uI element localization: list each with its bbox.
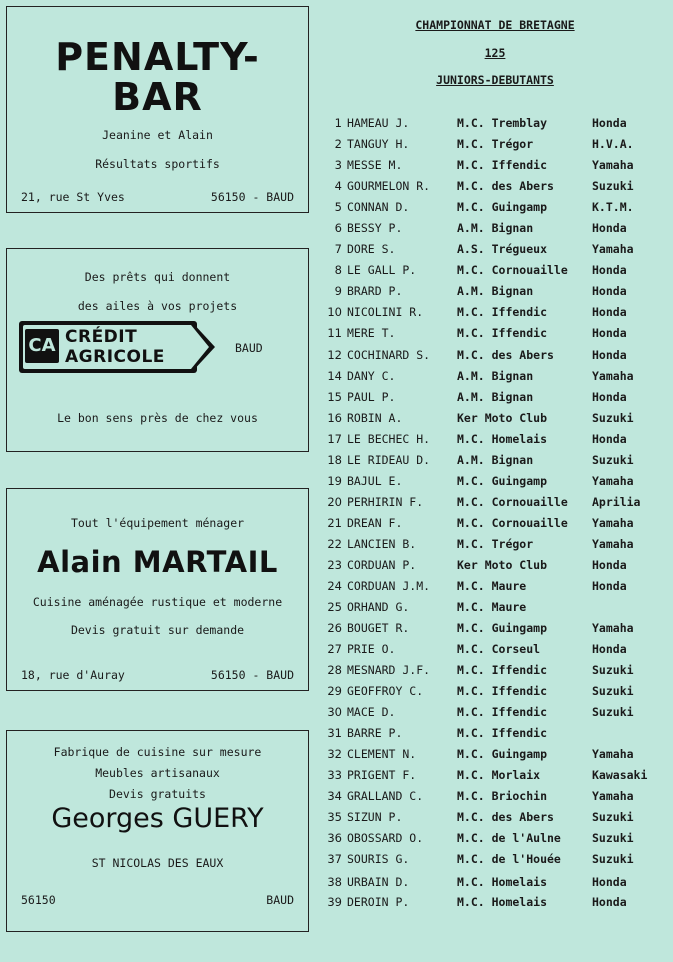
rider-name-cell: LANCIEN B.	[347, 537, 417, 551]
position-cell: 14	[327, 369, 342, 383]
rider-name-cell: BOUGET R.	[347, 621, 410, 635]
bike-cell: Suzuki	[592, 663, 634, 677]
rider-name-cell: COCHINARD S.	[347, 348, 431, 362]
table-row	[322, 579, 672, 599]
position-cell: 31	[327, 726, 342, 740]
rider-name-cell: CLEMENT N.	[347, 747, 417, 761]
ad-penalty-postcode: 56150 - BAUD	[210, 190, 294, 204]
bike-cell: Honda	[592, 579, 627, 593]
ad-credit-city: BAUD	[235, 341, 263, 355]
ad-penalty-owners: Jeanine et Alain	[102, 128, 213, 142]
position-cell: 24	[327, 579, 342, 593]
rider-name-cell: MACE D.	[347, 705, 396, 719]
table-row	[322, 390, 672, 410]
bike-cell: H.V.A.	[592, 137, 634, 151]
rider-name-cell: BESSY P.	[347, 221, 403, 235]
position-cell: 6	[334, 221, 342, 235]
position-cell: 3	[334, 158, 342, 172]
rider-name-cell: MESSE M.	[347, 158, 403, 172]
club-cell: M.C. Guingamp	[457, 621, 548, 635]
rider-name-cell: LE RIDEAU D.	[347, 453, 431, 467]
table-row	[322, 137, 672, 157]
position-cell: 21	[327, 516, 342, 530]
rider-name-cell: GOURMELON R.	[347, 179, 431, 193]
bike-cell: Yamaha	[592, 621, 634, 635]
ad-guery-line3: Devis gratuits	[109, 787, 206, 801]
table-row	[322, 432, 672, 452]
club-cell: A.M. Bignan	[457, 221, 534, 235]
ad-guery-postcode: 56150	[21, 893, 56, 907]
club-cell: M.C. Maure	[457, 579, 527, 593]
bike-cell: Yamaha	[592, 242, 634, 256]
bike-cell: Yamaha	[592, 158, 634, 172]
ad-credit-agricole	[6, 248, 309, 452]
club-cell: M.C. Tremblay	[457, 116, 548, 130]
club-cell: M.C. Guingamp	[457, 747, 548, 761]
position-cell: 1	[334, 116, 342, 130]
rider-name-cell: PRIE O.	[347, 642, 396, 656]
position-cell: 25	[327, 600, 342, 614]
ad-martail-line1: Tout l'équipement ménager	[70, 516, 245, 530]
bike-cell: Honda	[592, 432, 627, 446]
club-cell: A.M. Bignan	[457, 390, 534, 404]
bike-cell: Suzuki	[592, 831, 634, 845]
ad-guery	[6, 730, 309, 932]
position-cell: 20	[327, 495, 342, 509]
club-cell: M.C. Cornouaille	[457, 495, 568, 509]
results-category: JUNIORS-DEBUTANTS	[436, 73, 554, 87]
club-cell: M.C. Iffendic	[457, 158, 548, 172]
rider-name-cell: GEOFFROY C.	[347, 684, 424, 698]
table-row	[322, 558, 672, 578]
table-row	[322, 516, 672, 536]
position-cell: 16	[327, 411, 342, 425]
position-cell: 32	[327, 747, 342, 761]
club-cell: M.C. Iffendic	[457, 684, 548, 698]
club-cell: M.C. Cornouaille	[457, 516, 568, 530]
table-row	[322, 747, 672, 767]
rider-name-cell: MERE T.	[347, 326, 396, 340]
position-cell: 11	[327, 326, 342, 340]
rider-name-cell: LE BECHEC H.	[347, 432, 431, 446]
club-cell: Ker Moto Club	[457, 411, 548, 425]
club-cell: M.C. Cornouaille	[457, 263, 568, 277]
rider-name-cell: PERHIRIN F.	[347, 495, 424, 509]
bike-cell: Kawasaki	[592, 768, 648, 782]
club-cell: Ker Moto Club	[457, 558, 548, 572]
club-cell: A.S. Trégueux	[457, 242, 548, 256]
rider-name-cell: BAJUL E.	[347, 474, 403, 488]
table-row	[322, 852, 672, 872]
rider-name-cell: CORDUAN P.	[347, 558, 417, 572]
table-row	[322, 621, 672, 641]
table-row	[322, 221, 672, 241]
rider-name-cell: GRALLAND C.	[347, 789, 424, 803]
table-row	[322, 179, 672, 199]
bike-cell: Honda	[592, 348, 627, 362]
table-row	[322, 116, 672, 136]
position-cell: 28	[327, 663, 342, 677]
position-cell: 23	[327, 558, 342, 572]
ad-martail	[6, 488, 309, 691]
ad-penalty-bar	[6, 6, 309, 213]
bike-cell: Suzuki	[592, 852, 634, 866]
rider-name-cell: BRARD P.	[347, 284, 403, 298]
table-row	[322, 263, 672, 283]
bike-cell: Honda	[592, 326, 627, 340]
bike-cell: Yamaha	[592, 474, 634, 488]
position-cell: 22	[327, 537, 342, 551]
position-cell: 17	[327, 432, 342, 446]
ad-penalty-title-line2: BAR	[112, 75, 203, 119]
table-row	[322, 663, 672, 683]
club-cell: M.C. de l'Houée	[457, 852, 561, 866]
ad-guery-line2: Meubles artisanaux	[95, 766, 220, 780]
table-row	[322, 831, 672, 851]
club-cell: M.C. de l'Aulne	[457, 831, 561, 845]
table-row	[322, 726, 672, 746]
bike-cell: Suzuki	[592, 411, 634, 425]
bike-cell: Suzuki	[592, 810, 634, 824]
bike-cell: Aprilia	[592, 495, 641, 509]
bike-cell: Honda	[592, 221, 627, 235]
table-row	[322, 642, 672, 662]
bike-cell: Suzuki	[592, 179, 634, 193]
rider-name-cell: DEROIN P.	[347, 895, 410, 909]
club-cell: M.C. Homelais	[457, 875, 548, 889]
ad-martail-address: 18, rue d'Auray	[21, 668, 125, 682]
table-row	[322, 411, 672, 431]
club-cell: M.C. Briochin	[457, 789, 548, 803]
position-cell: 4	[334, 179, 342, 193]
ad-martail-postcode: 56150 - BAUD	[210, 668, 294, 682]
ad-credit-line2: des ailes à vos projets	[77, 299, 238, 313]
club-cell: M.C. Iffendic	[457, 726, 548, 740]
table-row	[322, 200, 672, 220]
position-cell: 2	[334, 137, 342, 151]
rider-name-cell: SIZUN P.	[347, 810, 403, 824]
position-cell: 27	[327, 642, 342, 656]
club-cell: M.C. des Abers	[457, 348, 554, 362]
position-cell: 10	[327, 305, 342, 319]
club-cell: M.C. Homelais	[457, 432, 548, 446]
club-cell: M.C. Homelais	[457, 895, 548, 909]
bike-cell: Yamaha	[592, 789, 634, 803]
position-cell: 9	[334, 284, 342, 298]
club-cell: M.C. Guingamp	[457, 474, 548, 488]
table-row	[322, 242, 672, 262]
position-cell: 18	[327, 453, 342, 467]
position-cell: 19	[327, 474, 342, 488]
rider-name-cell: CONNAN D.	[347, 200, 410, 214]
rider-name-cell: TANGUY H.	[347, 137, 410, 151]
table-row	[322, 789, 672, 809]
rider-name-cell: NICOLINI R.	[347, 305, 424, 319]
bike-cell: Honda	[592, 875, 627, 889]
position-cell: 33	[327, 768, 342, 782]
rider-name-cell: PAUL P.	[347, 390, 396, 404]
club-cell: A.M. Bignan	[457, 369, 534, 383]
club-cell: M.C. Iffendic	[457, 663, 548, 677]
rider-name-cell: DORE S.	[347, 242, 396, 256]
table-row	[322, 453, 672, 473]
club-cell: M.C. des Abers	[457, 179, 554, 193]
club-cell: M.C. Corseul	[457, 642, 541, 656]
table-row	[322, 537, 672, 557]
bike-cell: Honda	[592, 263, 627, 277]
club-cell: M.C. Maure	[457, 600, 527, 614]
club-cell: M.C. Trégor	[457, 537, 534, 551]
table-row	[322, 705, 672, 725]
rider-name-cell: PRIGENT F.	[347, 768, 417, 782]
ad-penalty-address: 21, rue St Yves	[21, 190, 125, 204]
logo-text-line1: CRÉDIT	[65, 327, 138, 347]
ad-martail-line2: Cuisine aménagée rustique et moderne	[32, 595, 283, 609]
position-cell: 5	[334, 200, 342, 214]
ad-credit-slogan: Le bon sens près de chez vous	[57, 411, 258, 425]
ad-martail-line3: Devis gratuit sur demande	[70, 623, 245, 637]
table-row	[322, 326, 672, 346]
ad-guery-city-full: ST NICOLAS DES EAUX	[91, 856, 224, 870]
club-cell: M.C. Morlaix	[457, 768, 541, 782]
rider-name-cell: DANY C.	[347, 369, 396, 383]
bike-cell: Honda	[592, 558, 627, 572]
position-cell: 39	[327, 895, 342, 909]
position-cell: 36	[327, 831, 342, 845]
bike-cell: Suzuki	[592, 684, 634, 698]
position-cell: 7	[334, 242, 342, 256]
position-cell: 29	[327, 684, 342, 698]
bike-cell: Yamaha	[592, 516, 634, 530]
rider-name-cell: LE GALL P.	[347, 263, 417, 277]
rider-name-cell: CORDUAN J.M.	[347, 579, 431, 593]
ad-martail-name: Alain MARTAIL	[37, 545, 278, 579]
ad-guery-line1: Fabrique de cuisine sur mesure	[53, 745, 262, 759]
bike-cell: Honda	[592, 305, 627, 319]
bike-cell: K.T.M.	[592, 200, 634, 214]
position-cell: 26	[327, 621, 342, 635]
table-row	[322, 895, 672, 915]
table-row	[322, 875, 672, 895]
club-cell: M.C. Guingamp	[457, 200, 548, 214]
table-row	[322, 768, 672, 788]
bike-cell: Yamaha	[592, 369, 634, 383]
table-row	[322, 810, 672, 830]
table-row	[322, 369, 672, 389]
rider-name-cell: MESNARD J.F.	[347, 663, 431, 677]
credit-agricole-logo	[19, 321, 213, 375]
ad-guery-city: BAUD	[266, 893, 294, 907]
bike-cell: Honda	[592, 390, 627, 404]
bike-cell: Honda	[592, 895, 627, 909]
logo-text-line2: AGRICOLE	[65, 347, 165, 367]
position-cell: 37	[327, 852, 342, 866]
table-row	[322, 684, 672, 704]
rider-name-cell: URBAIN D.	[347, 875, 410, 889]
credit-agricole-mark-icon: CA	[25, 329, 59, 363]
ad-credit-line1: Des prêts qui donnent	[84, 270, 231, 284]
rider-name-cell: ROBIN A.	[347, 411, 403, 425]
rider-name-cell: ORHAND G.	[347, 600, 410, 614]
rider-name-cell: OBOSSARD O.	[347, 831, 424, 845]
table-row	[322, 474, 672, 494]
position-cell: 35	[327, 810, 342, 824]
position-cell: 38	[327, 875, 342, 889]
table-row	[322, 158, 672, 178]
position-cell: 12	[327, 348, 342, 362]
rider-name-cell: SOURIS G.	[347, 852, 410, 866]
table-row	[322, 495, 672, 515]
ad-penalty-title-line1: PENALTY-	[55, 35, 260, 79]
club-cell: M.C. Iffendic	[457, 326, 548, 340]
ad-guery-name: Georges GUERY	[51, 803, 264, 834]
position-cell: 34	[327, 789, 342, 803]
rider-name-cell: HAMEAU J.	[347, 116, 410, 130]
bike-cell: Yamaha	[592, 537, 634, 551]
results-class: 125	[484, 46, 506, 60]
bike-cell: Honda	[592, 116, 627, 130]
club-cell: M.C. Trégor	[457, 137, 534, 151]
club-cell: M.C. Iffendic	[457, 705, 548, 719]
club-cell: A.M. Bignan	[457, 453, 534, 467]
bike-cell: Yamaha	[592, 747, 634, 761]
club-cell: M.C. Iffendic	[457, 305, 548, 319]
rider-name-cell: BARRE P.	[347, 726, 403, 740]
position-cell: 8	[334, 263, 342, 277]
table-row	[322, 600, 672, 620]
table-row	[322, 284, 672, 304]
results-title: CHAMPIONNAT DE BRETAGNE	[415, 18, 575, 32]
position-cell: 30	[327, 705, 342, 719]
bike-cell: Suzuki	[592, 705, 634, 719]
bike-cell: Honda	[592, 642, 627, 656]
club-cell: M.C. des Abers	[457, 810, 554, 824]
bike-cell: Honda	[592, 284, 627, 298]
club-cell: A.M. Bignan	[457, 284, 534, 298]
position-cell: 15	[327, 390, 342, 404]
bike-cell: Suzuki	[592, 453, 634, 467]
rider-name-cell: DREAN F.	[347, 516, 403, 530]
table-row	[322, 305, 672, 325]
table-row	[322, 348, 672, 368]
ad-penalty-tagline: Résultats sportifs	[95, 157, 220, 171]
